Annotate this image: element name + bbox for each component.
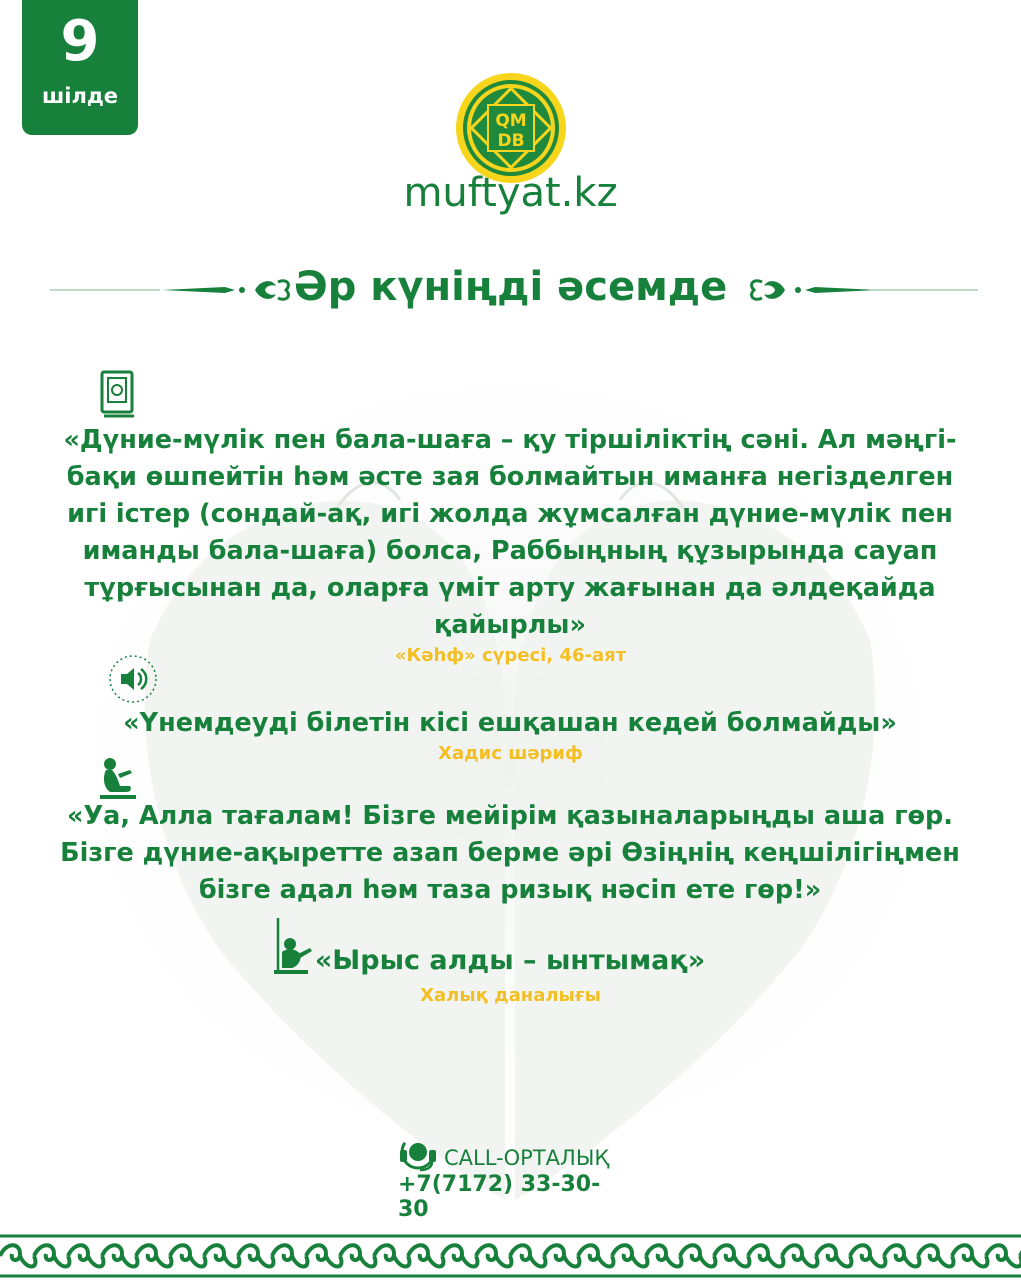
logo-text-bottom: DB [497,131,525,151]
quran-source: «Кәһф» сүресі, 46-аят [394,645,627,666]
hadith-source: Хадис шәриф [438,743,583,764]
call-center-label: CALL-ОРТАЛЫҚ [444,1146,610,1170]
headset-icon [398,1132,438,1172]
date-day: 9 [60,9,100,74]
page-heading: Әр күніңді әсемде [293,264,728,310]
proverb-text: «Ырыс алды – ынтымақ» [314,945,706,976]
dua-text: «Уа, Алла тағалам! Бізге мейірім қазыналарыңды аша гөр. Бізге дүние-ақыретте азап берме әрі Өзіңнің кеңшілігіңмен бізге адал һәм таза ризық нәсіп ете гөр!» [60,801,960,905]
proverb-source: Халық даналығы [420,985,601,1006]
heading-row [0,262,1021,314]
call-center-phone[interactable]: +7(7172) 33-30-30 [398,1172,601,1222]
muftyat-logo [455,72,567,184]
heading-ornament-right [740,262,980,314]
date-badge [22,0,138,135]
logo-text-top: QM [495,111,527,131]
speaker-icon [108,654,158,704]
ornamental-border [0,1232,1021,1280]
call-center [398,1132,628,1222]
hadith-quote: «Үнемдеуді білетін кісі ешқашан кедей болмайды» [123,708,897,738]
praying-person-icon [100,756,138,800]
quran-quote: «Дүние-мүлік пен бала-шаға – қу тіршіліктің сәні. Ал мәңгі-бақи өшпейтін һәм әсте зая болмайтын иманға негізделген игі істер (сондай-ақ, игі жолда жұмсалған дүние-мүлік пен иманды бала-шаға) болса, Раббыңның құзырында сауап тұрғысынан да, оларға үміт арту жағынан да әлдеқайда қайырлы» [63,425,957,640]
date-month: шілде [41,84,119,108]
quran-book-icon [100,370,136,418]
site-name: muftyat.kz [403,170,618,216]
